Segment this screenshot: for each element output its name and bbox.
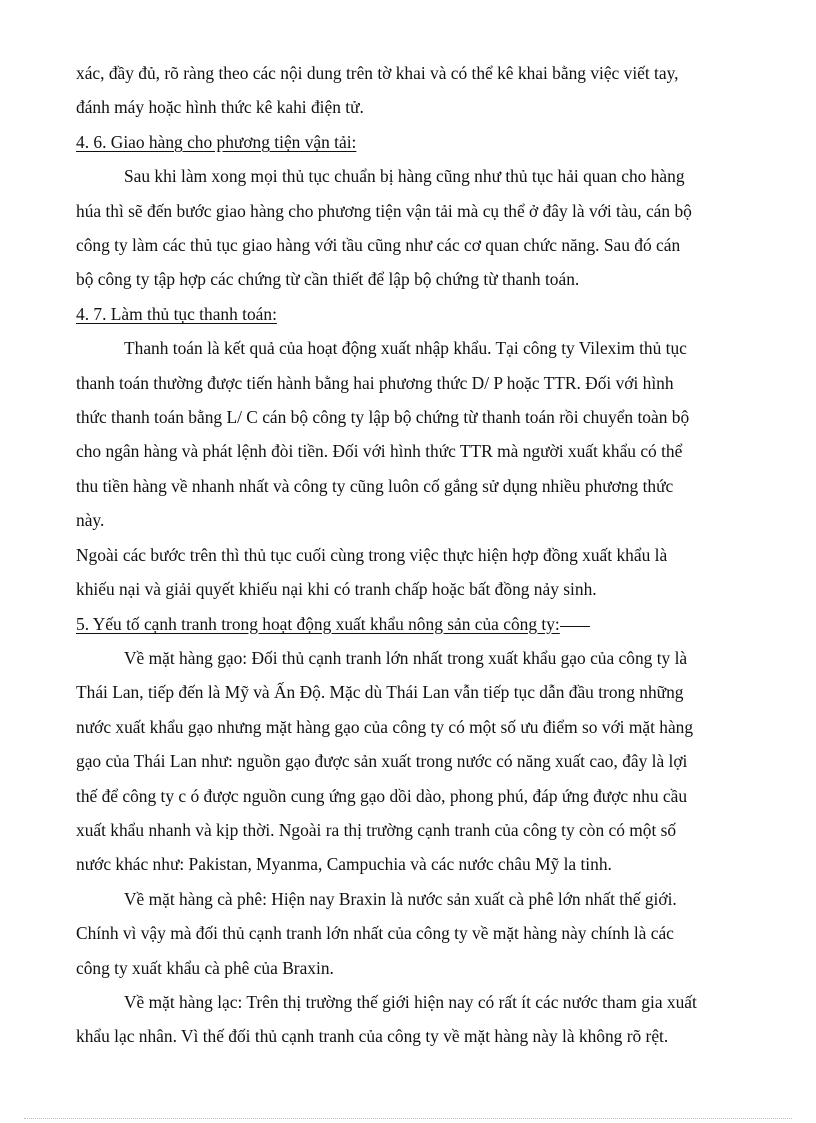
section-heading: 5. Yếu tố cạnh tranh trong hoạt động xuất khẩu nông sản của công ty:	[76, 613, 560, 634]
text-line: xác, đầy đủ, rõ ràng theo các nội dung trên tờ khai và có thể kê khai bằng việc viết tay,	[76, 63, 679, 83]
text-line: húa thì sẽ đến bước giao hàng cho phương tiện vận tải mà cụ thể ở đây là với tàu, cán bộ	[76, 200, 692, 221]
section-heading: 4. 7. Làm thủ tục thanh toán:	[76, 303, 277, 324]
text-line: Ngoài các bước trên thì thủ tục cuối cùng trong việc thực hiện hợp đồng xuất khẩu là	[76, 544, 668, 565]
paragraph	[76, 331, 742, 537]
text-line: bộ công ty tập hợp các chứng từ cần thiết để lập bộ chứng từ thanh toán.	[76, 269, 580, 290]
text-line: công ty xuất khẩu cà phê của Braxin.	[76, 957, 334, 978]
paragraph-peanut	[76, 985, 742, 1054]
text-line: khẩu lạc nhân. Vì thế đối thủ cạnh tranh của công ty về mặt hàng này là không rõ rệt.	[76, 1026, 669, 1047]
text-line: gạo của Thái Lan như: nguồn gạo được sản xuất trong nước có năng xuất cao, đây là lợi	[76, 751, 688, 772]
text-line: Về mặt hàng gạo: Đối thủ cạnh tranh lớn nhất trong xuất khẩu gạo của công ty là	[124, 647, 688, 668]
section-heading-row	[76, 607, 742, 641]
text-line: cho ngân hàng và phát lệnh đòi tiền. Đối với hình thức TTR mà người xuất khẩu có thể	[76, 441, 683, 462]
text-line: xuất khẩu nhanh và kịp thời. Ngoài ra thị trường cạnh tranh của công ty còn có một số	[76, 819, 677, 840]
section-5	[76, 607, 742, 1054]
section-4-7	[76, 297, 742, 607]
text-line: nước khác như: Pakistan, Myanma, Campuchia và các nước châu Mỹ la tinh.	[76, 854, 612, 875]
text-line: Về mặt hàng cà phê: Hiện nay Braxin là nước sản xuất cà phê lớn nhất thế giới.	[124, 888, 677, 909]
text-line: Thanh toán là kết quả của hoạt động xuất nhập khẩu. Tại công ty Vilexim thủ tục	[124, 338, 687, 359]
section-heading: 4. 6. Giao hàng cho phương tiện vận tải:	[76, 131, 357, 152]
text-line: thức thanh toán bằng L/ C cán bộ công ty lập bộ chứng từ thanh toán rồi chuyển toàn bộ	[76, 407, 690, 428]
paragraph	[76, 159, 742, 297]
text-line: Sau khi làm xong mọi thủ tục chuẩn bị hàng cũng như thủ tục hải quan cho hàng	[124, 166, 685, 187]
paragraph-coffee	[76, 882, 742, 985]
text-line: Về mặt hàng lạc: Trên thị trường thế giới hiện nay có rất ít các nước tham gia xuất	[124, 991, 697, 1012]
document-page	[76, 56, 742, 1054]
text-line: khiếu nại và giải quyết khiếu nại khi có tranh chấp hoặc bất đồng nảy sinh.	[76, 579, 597, 600]
text-line: Thái Lan, tiếp đến là Mỹ và Ấn Độ. Mặc dù Thái Lan vẫn tiếp tục dẫn đầu trong những	[76, 682, 684, 703]
section-4-6	[76, 125, 742, 297]
paragraph	[76, 538, 742, 607]
text-line: thế để công ty c ó được nguồn cung ứng gạo dồi dào, phong phú, đáp ứng được nhu cầu	[76, 785, 688, 806]
text-line: thu tiền hàng về nhanh nhất và công ty cũng luôn cố gắng sử dụng nhiều phương thức	[76, 475, 674, 496]
text-line: đánh máy hoặc hình thức kê kahi điện tử.	[76, 97, 364, 118]
heading-underline-tail	[560, 607, 590, 627]
page-bottom-divider	[24, 1118, 792, 1119]
text-line: này.	[76, 510, 105, 531]
paragraph-rice	[76, 641, 742, 882]
text-line: công ty làm các thủ tục giao hàng với tầu cũng như các cơ quan chức năng. Sau đó cán	[76, 235, 681, 256]
text-line: nước xuất khẩu gạo nhưng mặt hàng gạo của công ty có một số ưu điểm so với mặt hàng	[76, 716, 694, 737]
intro-paragraph	[76, 56, 742, 125]
text-line: thanh toán thường được tiến hành bằng hai phương thức D/ P hoặc TTR. Đối với hình	[76, 372, 674, 393]
text-line: Chính vì vậy mà đối thủ cạnh tranh lớn nhất của công ty về mặt hàng này chính là các	[76, 923, 674, 944]
